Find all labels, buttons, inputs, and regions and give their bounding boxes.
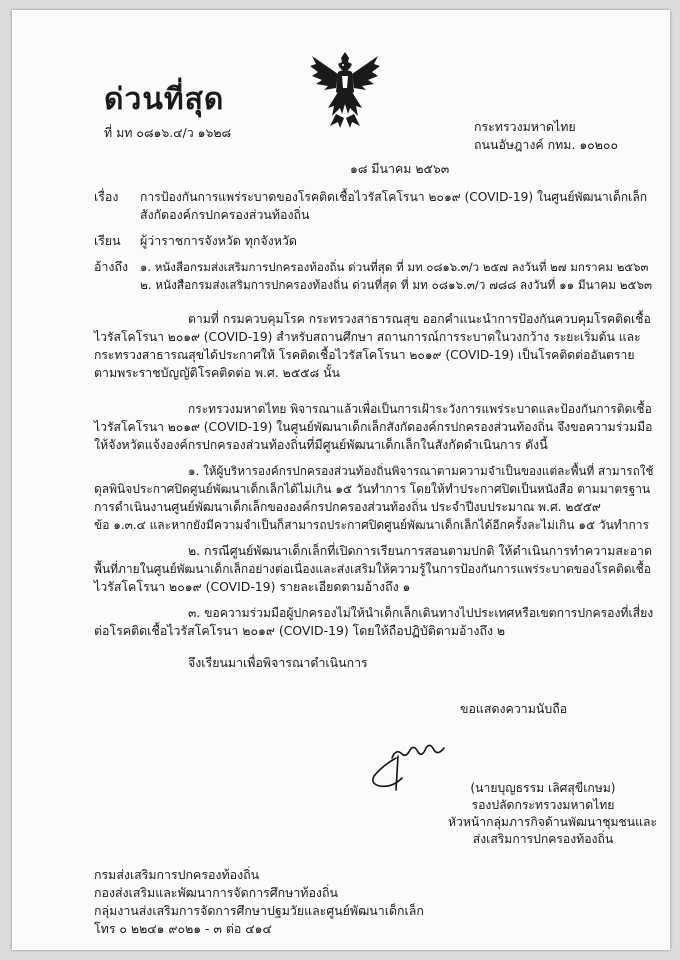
paragraph-1-line-1: ตามที่ กรมควบคุมโรค กระทรวงสาธารณสุข ออกคำแนะนำการป้องกันควบคุมโรคติดเชื้อ xyxy=(188,312,651,326)
garuda-emblem-icon xyxy=(308,48,382,130)
item-1-line-2: ดุลพินิจประกาศปิดศูนย์พัฒนาเด็กเล็กได้ไม่เกิน ๑๕ วันทำการ โดยให้ทำประกาศปิดเป็นหนังสือ ตามมาตรฐาน xyxy=(94,482,651,496)
signatory-position-1: รองปลัดกระทรวงมหาดไทย xyxy=(471,798,615,812)
item-3-line-1: ๓. ขอความร่วมมือผู้ปกครองไม่ให้นำเด็กเล็กเดินทางไปประเทศหรือเขตการปกครองที่เสี่ยง xyxy=(188,606,654,620)
footer-phone: โทร ๐ ๒๒๔๑ ๙๐๒๑ - ๓ ต่อ ๔๑๔ xyxy=(94,921,272,936)
signatory-position-2: หัวหน้ากลุ่มภารกิจด้านพัฒนาชุมชนและ xyxy=(448,815,657,829)
paragraph-1-line-3: กระทรวงสาธารณสุขได้ประกาศให้ โรคติดเชื้อไวรัสโคโรนา ๒๐๑๙ (COVID-19) เป็นโรคติดต่ออันตราย xyxy=(94,348,635,362)
item-1-line-1: ๑. ให้ผู้บริหารองค์กรปกครองส่วนท้องถิ่นพิจารณาตามความจำเป็นของแต่ละพื้นที่ สามารถใช้ xyxy=(188,464,654,478)
paragraph-1-line-2: ไวรัสโคโรนา ๒๐๑๙ (COVID-19) สำหรับสถานศึกษา สถานการณ์การระบาดในวงกว้าง ระยะเริ่มต้น และ xyxy=(94,330,641,344)
subject-label: เรื่อง xyxy=(94,189,119,204)
closing-line: จึงเรียนมาเพื่อพิจารณาดำเนินการ xyxy=(188,655,368,670)
paragraph-2-line-3: ให้จังหวัดแจ้งองค์กรปกครองส่วนท้องถิ่นที่มีศูนย์พัฒนาเด็กเล็กในสังกัดดำเนินการ ดังนี้ xyxy=(94,437,548,452)
footer-department: กรมส่งเสริมการปกครองท้องถิ่น xyxy=(94,867,260,882)
reference-item-1: ๑. หนังสือกรมส่งเสริมการปกครองท้องถิ่น ด่วนที่สุด ที่ มท ๐๘๑๖.๓/ว ๒๕๗ ลงวันที่ ๒๗ มกราคม ๒๕๖๓ xyxy=(140,260,649,274)
ministry-address: ถนนอัษฎางค์ กทม. ๑๐๒๐๐ xyxy=(474,137,619,152)
ministry-name: กระทรวงมหาดไทย xyxy=(474,119,576,134)
urgency-heading: ด่วนที่สุด xyxy=(104,82,225,117)
salutation-label: เรียน xyxy=(94,233,121,248)
item-2-line-2: พื้นที่ภายในศูนย์พัฒนาเด็กเล็กอย่างต่อเนื่องและส่งเสริมให้ความรู้ในการป้องกันการแพร่ระบาดของโรคติดเชื้อ xyxy=(94,562,651,576)
signatory-position-3: ส่งเสริมการปกครองท้องถิ่น xyxy=(472,832,614,846)
reference-label: อ้างถึง xyxy=(94,259,129,274)
regards-text: ขอแสดงความนับถือ xyxy=(460,701,568,716)
footer-division: กองส่งเสริมและพัฒนาการจัดการศึกษาท้องถิ่น xyxy=(94,885,338,900)
paragraph-2-line-2: ไวรัสโคโรนา ๒๐๑๙ (COVID-19) ในศูนย์พัฒนาเด็กเล็กสังกัดองค์กรปกครองส่วนท้องถิ่น จึงขอความร่วมมือ xyxy=(94,420,653,434)
reference-item-2: ๒. หนังสือกรมส่งเสริมการปกครองท้องถิ่น ด่วนที่สุด ที่ มท ๐๘๑๖.๓/ว ๗๘๘ ลงวันที่ ๑๑ มีนาคม ๒๕๖๓ xyxy=(140,278,653,292)
item-2-line-1: ๒. กรณีศูนย์พัฒนาเด็กเล็กที่เปิดการเรียนการสอนตามปกติ ให้ดำเนินการทำความสะอาด xyxy=(188,543,653,558)
document-date: ๑๘ มีนาคม ๒๕๖๓ xyxy=(350,161,450,176)
subject-line-2: สังกัดองค์กรปกครองส่วนท้องถิ่น xyxy=(140,207,310,222)
item-1-line-3: การดำเนินงานศูนย์พัฒนาเด็กเล็กขององค์กรปกครองส่วนท้องถิ่น ประจำปีงบประมาณ พ.ศ. ๒๕๕๙ xyxy=(94,500,601,514)
footer-group: กลุ่มงานส่งเสริมการจัดการศึกษาปฐมวัยและศูนย์พัฒนาเด็กเล็ก xyxy=(94,903,424,918)
paragraph-1-line-4: ตามพระราชบัญญัติโรคติดต่อ พ.ศ. ๒๕๕๘ นั้น xyxy=(94,365,341,380)
document-page xyxy=(12,10,670,950)
item-1-line-4: ข้อ ๑.๓.๔ และหากยังมีความจำเป็นก็สามารถประกาศปิดศูนย์พัฒนาเด็กเล็กได้อีกครั้งละไม่เกิน ๑๕ วันทำการ xyxy=(94,518,649,532)
signatory-block xyxy=(448,780,657,848)
recipient: ผู้ว่าราชการจังหวัด ทุกจังหวัด xyxy=(140,233,297,248)
item-2-line-3: ไวรัสโคโรนา ๒๐๑๙ (COVID-19) รายละเอียดตามอ้างถึง ๑ xyxy=(94,579,411,594)
subject-line-1: การป้องกันการแพร่ระบาดของโรคติดเชื้อไวรัสโคโรนา ๒๐๑๙ (COVID-19) ในศูนย์พัฒนาเด็กเล็ก xyxy=(140,190,648,204)
item-3-line-2: ต่อโรคติดเชื้อไวรัสโคโรนา ๒๐๑๙ (COVID-19) โดยให้ถือปฏิบัติตามอ้างถึง ๒ xyxy=(94,623,506,638)
signatory-name: (นายบุญธรรม เลิศสุขีเกษม) xyxy=(470,781,616,795)
document-number: ที่ มท ๐๘๑๖.๔/ว ๑๖๒๘ xyxy=(104,125,232,140)
paragraph-2-line-1: กระทรวงมหาดไทย พิจารณาแล้วเพื่อเป็นการเฝ้าระวังการแพร่ระบาดและป้องกันการติดเชื้อ xyxy=(188,402,652,416)
